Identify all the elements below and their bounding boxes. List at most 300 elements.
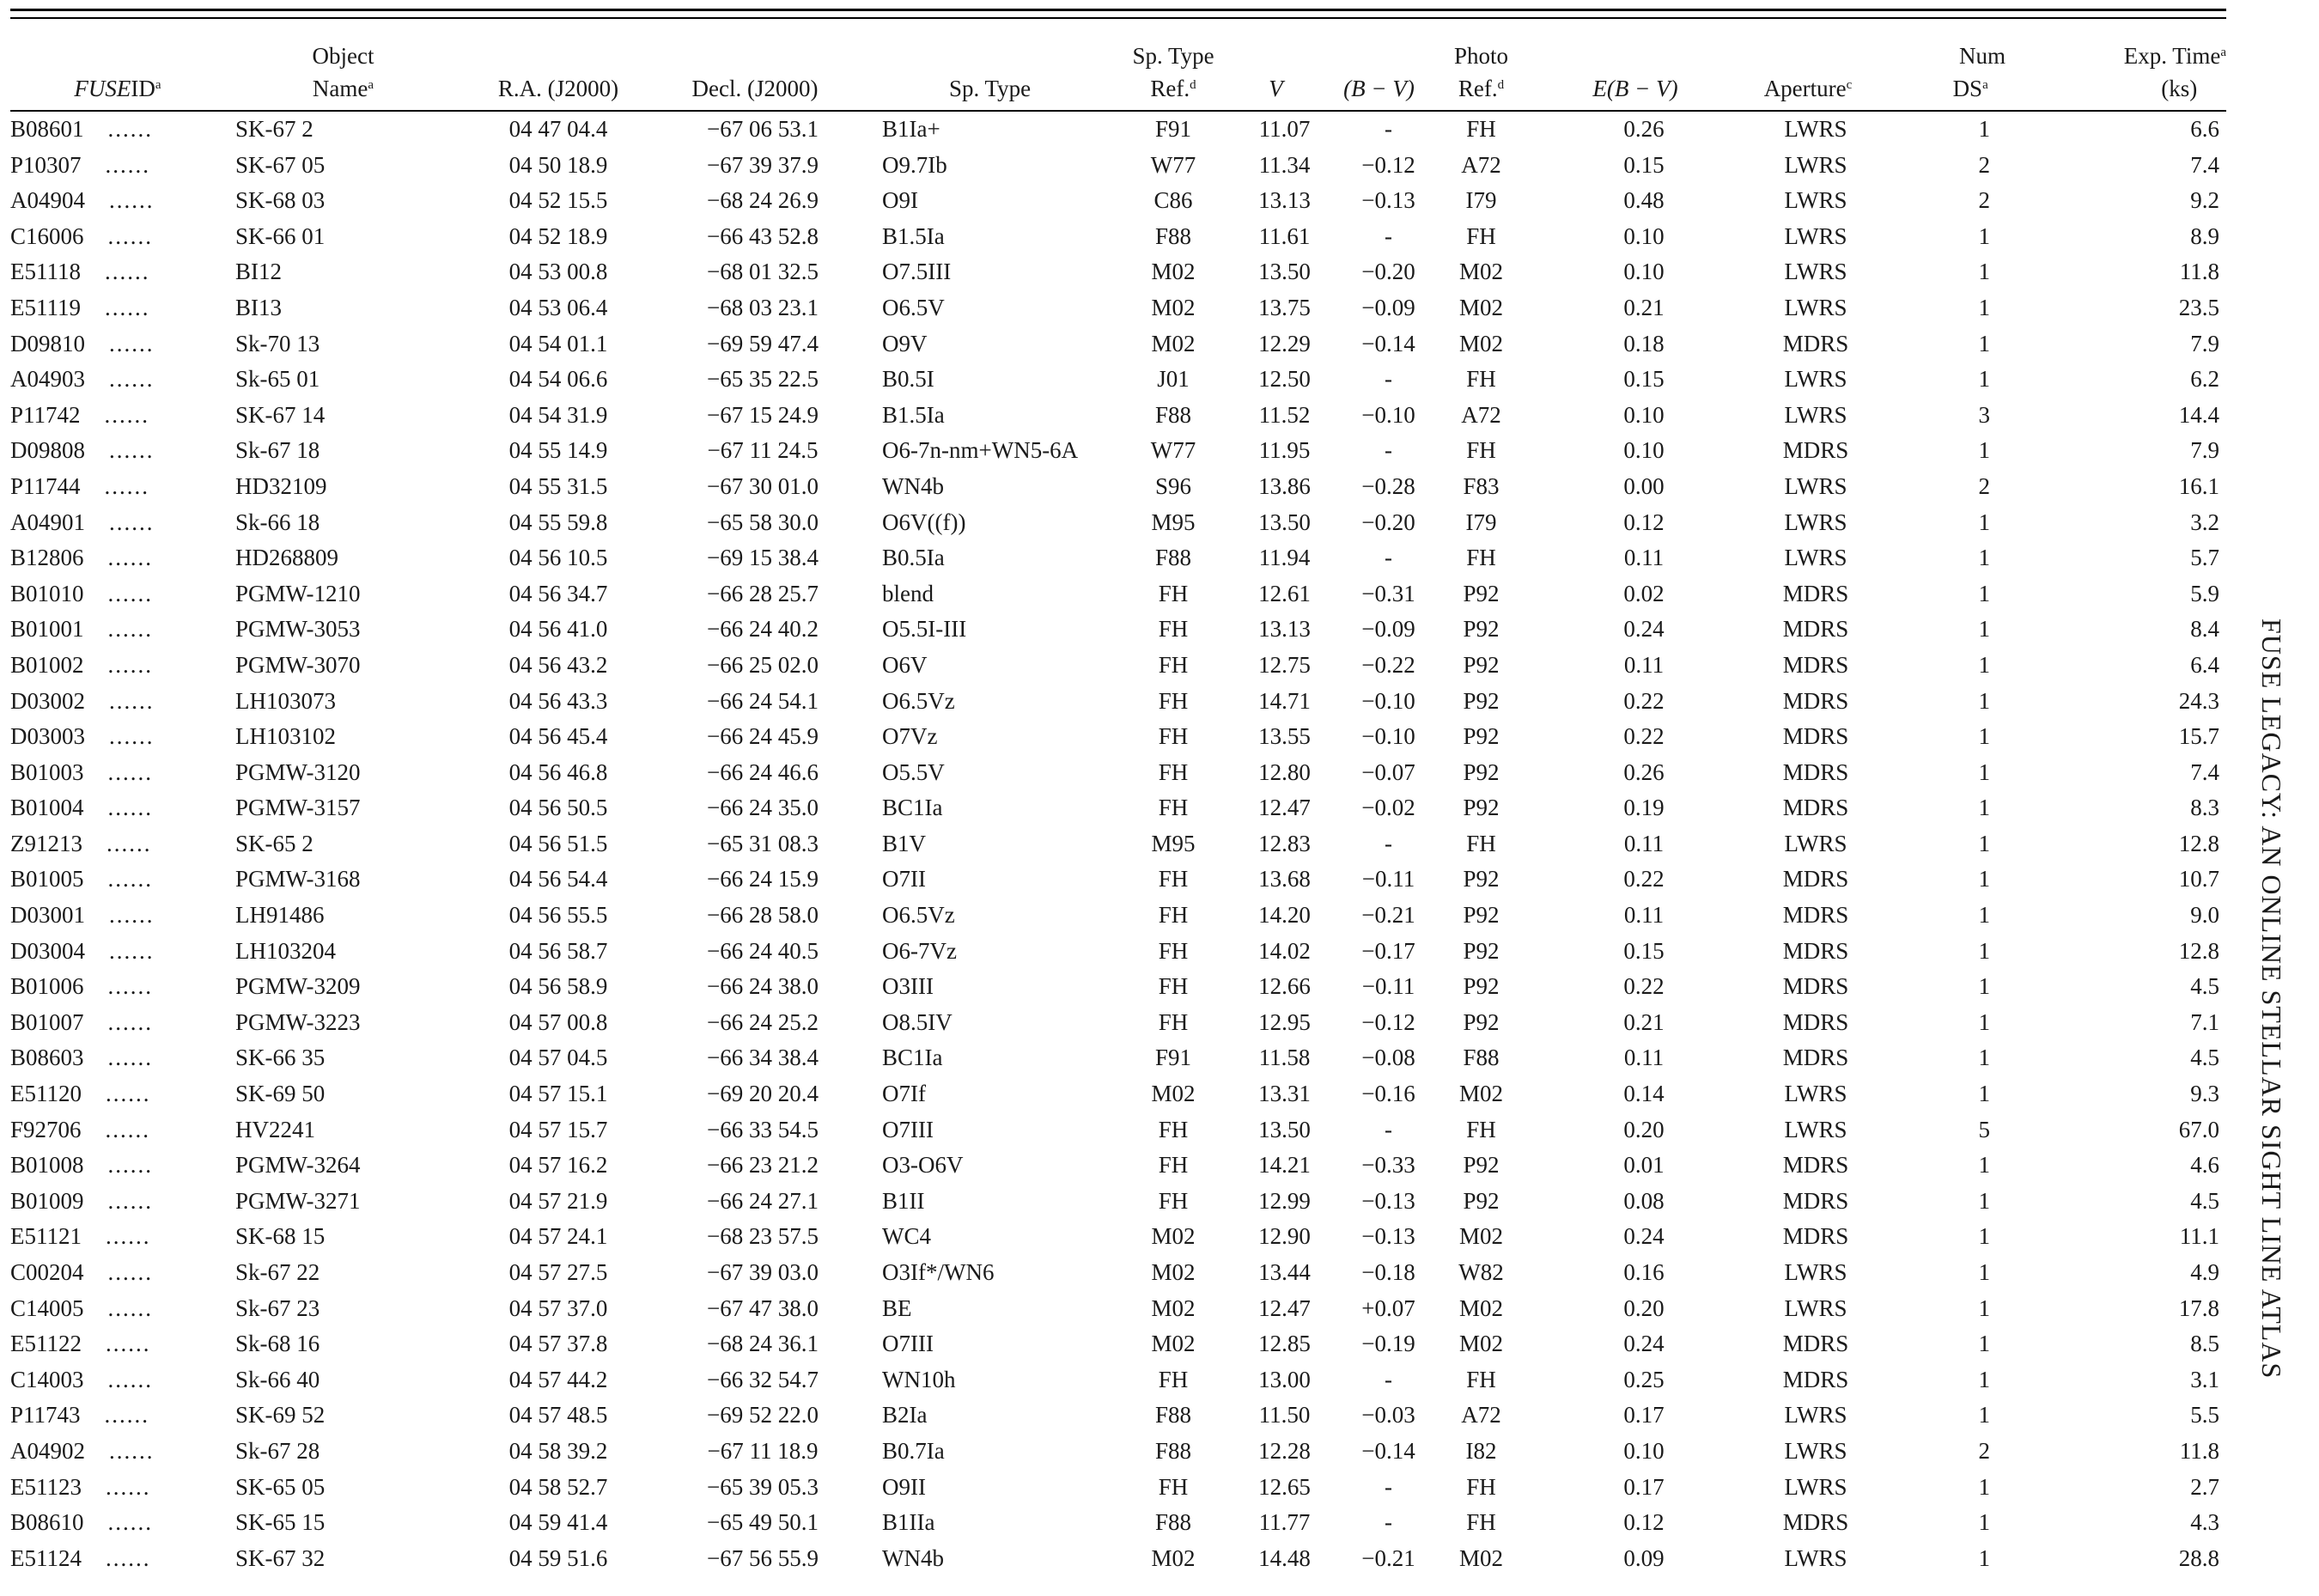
cell-sp-type: WC4 <box>882 1223 931 1250</box>
leader-dots: ...... <box>107 1294 154 1321</box>
cell-photo-ref: M02 <box>1458 330 1503 356</box>
cell-exp-time: 16.1 <box>2178 472 2219 499</box>
cell-decl: −65 39 05.3 <box>707 1473 819 1500</box>
leader-dots: ...... <box>107 1152 154 1179</box>
cell-v-mag: 12.99 <box>1258 1187 1311 1214</box>
cell-ra: 04 53 00.8 <box>508 259 608 285</box>
cell-photo-ref: P92 <box>1463 1187 1500 1214</box>
cell-b-v: −0.11 <box>1361 866 1415 892</box>
cell-fuse-id <box>10 969 225 1005</box>
cell-aperture: LWRS <box>1784 1402 1847 1428</box>
cell-exp-time: 8.9 <box>2190 222 2219 249</box>
cell-exp-time: 6.6 <box>2190 116 2219 142</box>
cell-e-b-v: 0.24 <box>1623 616 1665 643</box>
table-row <box>10 1362 2226 1398</box>
leader-dots: ...... <box>106 1331 151 1357</box>
col-num-ds: Num $DS^a$ <box>1952 43 2006 101</box>
fuse-id-text: B01008 <box>10 1152 84 1179</box>
cell-object-name: PGMW-3157 <box>235 795 361 821</box>
cell-sp-type: O7II <box>882 866 926 892</box>
fuse-id-text: B08601 <box>10 116 84 142</box>
col-fuse-id: FUSEID$^a$ <box>74 76 161 101</box>
cell-aperture: MDRS <box>1782 1509 1849 1536</box>
cell-sp-type: O7If <box>882 1081 926 1107</box>
leader-dots: ...... <box>107 795 154 821</box>
cell-num-ds: 1 <box>1978 116 1990 142</box>
cell-v-mag: 13.31 <box>1258 1081 1311 1107</box>
cell-aperture: MDRS <box>1782 1008 1849 1035</box>
cell-sp-type-ref: FH <box>1158 1366 1189 1392</box>
cell-object-name: HD268809 <box>235 545 338 571</box>
cell-fuse-id <box>10 290 225 326</box>
leader-dots: ...... <box>106 1544 151 1571</box>
cell-decl: −68 23 57.5 <box>707 1223 819 1250</box>
cell-photo-ref: FH <box>1466 222 1496 249</box>
cell-v-mag: 12.50 <box>1258 366 1311 393</box>
cell-decl: −69 15 38.4 <box>707 545 819 571</box>
fuse-id-text: A04902 <box>10 1437 85 1464</box>
cell-e-b-v: 0.11 <box>1623 651 1665 678</box>
cell-num-ds: 1 <box>1978 795 1990 821</box>
cell-exp-time: 3.2 <box>2190 509 2219 535</box>
cell-aperture: MDRS <box>1782 973 1849 1000</box>
cell-e-b-v: 0.21 <box>1623 294 1665 320</box>
cell-v-mag: 11.50 <box>1258 1402 1311 1428</box>
cell-sp-type-ref: FH <box>1158 866 1189 892</box>
cell-v-mag: 13.68 <box>1258 866 1311 892</box>
cell-aperture: MDRS <box>1782 687 1849 714</box>
fuse-id-text: E51120 <box>10 1081 82 1107</box>
cell-b-v: −0.18 <box>1361 1259 1415 1285</box>
cell-sp-type-ref: FH <box>1158 1473 1189 1500</box>
cell-exp-time: 7.1 <box>2190 1008 2219 1035</box>
cell-ra: 04 56 54.4 <box>508 866 608 892</box>
cell-ra: 04 57 16.2 <box>508 1152 608 1179</box>
cell-b-v: −0.10 <box>1361 401 1415 428</box>
cell-fuse-id <box>10 1291 225 1327</box>
cell-e-b-v: 0.26 <box>1623 758 1665 785</box>
cell-e-b-v: 0.15 <box>1623 366 1665 393</box>
cell-sp-type-ref: FH <box>1158 1008 1189 1035</box>
cell-b-v: - <box>1385 1509 1392 1536</box>
cell-num-ds: 1 <box>1978 1259 1990 1285</box>
leader-dots: ...... <box>104 472 150 499</box>
cell-b-v: −0.21 <box>1361 902 1415 929</box>
cell-decl: −66 32 54.7 <box>707 1366 819 1392</box>
cell-sp-type-ref: M02 <box>1151 1081 1196 1107</box>
table-row <box>10 183 2226 219</box>
leader-dots: ...... <box>109 366 155 393</box>
cell-b-v: - <box>1385 366 1392 393</box>
cell-b-v: −0.12 <box>1361 151 1415 178</box>
cell-sp-type-ref: FH <box>1158 1187 1189 1214</box>
cell-b-v: −0.13 <box>1361 1223 1415 1250</box>
cell-photo-ref: M02 <box>1458 1294 1503 1321</box>
leader-dots: ...... <box>109 723 155 750</box>
cell-decl: −66 24 46.6 <box>707 758 819 785</box>
cell-fuse-id <box>10 1255 225 1291</box>
cell-ra: 04 57 21.9 <box>508 1187 608 1214</box>
cell-exp-time: 4.5 <box>2190 1187 2219 1214</box>
cell-aperture: MDRS <box>1782 437 1849 464</box>
cell-b-v: −0.11 <box>1361 973 1415 1000</box>
cell-exp-time: 24.3 <box>2178 687 2219 714</box>
cell-ra: 04 54 01.1 <box>508 330 608 356</box>
table-row <box>10 576 2226 612</box>
fuse-id-text: C16006 <box>10 222 84 249</box>
cell-photo-ref: M02 <box>1458 1331 1503 1357</box>
cell-fuse-id <box>10 433 225 469</box>
cell-b-v: −0.22 <box>1361 651 1415 678</box>
cell-v-mag: 11.94 <box>1258 545 1311 571</box>
cell-v-mag: 11.77 <box>1258 1509 1311 1536</box>
cell-sp-type: O6.5V <box>882 294 945 320</box>
leader-dots: ...... <box>107 545 154 571</box>
table-row <box>10 148 2226 184</box>
cell-exp-time: 67.0 <box>2178 1116 2219 1142</box>
cell-fuse-id <box>10 934 225 970</box>
cell-photo-ref: A72 <box>1461 401 1501 428</box>
cell-sp-type-ref: F88 <box>1154 401 1192 428</box>
cell-sp-type: O6-7Vz <box>882 937 957 964</box>
cell-b-v: −0.02 <box>1361 795 1415 821</box>
col-sp-type-ref: Sp. Type Ref.$^d$ <box>1132 43 1214 101</box>
cell-fuse-id <box>10 1470 225 1506</box>
cell-fuse-id <box>10 790 225 826</box>
cell-exp-time: 11.8 <box>2179 1437 2219 1464</box>
cell-e-b-v: 0.20 <box>1623 1116 1665 1142</box>
cell-b-v: - <box>1385 1473 1392 1500</box>
cell-sp-type: O9V <box>882 330 928 356</box>
fuse-id-text: P11743 <box>10 1402 81 1428</box>
cell-num-ds: 2 <box>1978 187 1990 214</box>
cell-object-name: Sk-67 28 <box>235 1437 320 1464</box>
cell-photo-ref: FH <box>1466 1473 1496 1500</box>
fuse-id-text: B12806 <box>10 545 84 571</box>
cell-object-name: Sk-70 13 <box>235 330 320 356</box>
cell-ra: 04 56 41.0 <box>508 616 608 643</box>
cell-b-v: −0.28 <box>1361 472 1415 499</box>
cell-decl: −67 47 38.0 <box>707 1294 819 1321</box>
cell-decl: −66 25 02.0 <box>707 651 819 678</box>
cell-v-mag: 13.50 <box>1258 509 1311 535</box>
cell-sp-type: O5.5V <box>882 758 945 785</box>
cell-sp-type-ref: S96 <box>1154 472 1192 499</box>
fuse-id-text: D09810 <box>10 330 85 356</box>
cell-ra: 04 54 06.6 <box>508 366 608 393</box>
cell-b-v: −0.20 <box>1361 509 1415 535</box>
cell-object-name: PGMW-3120 <box>235 758 361 785</box>
leader-dots: ...... <box>107 866 154 892</box>
cell-e-b-v: 0.22 <box>1623 687 1665 714</box>
cell-decl: −66 23 21.2 <box>707 1152 819 1179</box>
cell-ra: 04 56 43.2 <box>508 651 608 678</box>
cell-ra: 04 57 15.7 <box>508 1116 608 1142</box>
cell-v-mag: 11.61 <box>1258 222 1311 249</box>
cell-sp-type-ref: FH <box>1158 1152 1189 1179</box>
cell-sp-type-ref: FH <box>1158 937 1189 964</box>
cell-num-ds: 1 <box>1978 545 1990 571</box>
cell-photo-ref: F88 <box>1463 1045 1500 1071</box>
cell-object-name: SK-67 32 <box>235 1544 326 1571</box>
fuse-id-text: C00204 <box>10 1259 84 1285</box>
cell-aperture: LWRS <box>1784 259 1847 285</box>
cell-decl: −69 59 47.4 <box>707 330 819 356</box>
cell-photo-ref: FH <box>1466 830 1496 856</box>
fuse-id-text: E51121 <box>10 1223 82 1250</box>
cell-v-mag: 12.47 <box>1258 795 1311 821</box>
cell-photo-ref: P92 <box>1463 580 1500 606</box>
cell-ra: 04 47 04.4 <box>508 116 608 142</box>
cell-exp-time: 7.4 <box>2190 151 2219 178</box>
table-row <box>10 1112 2226 1148</box>
cell-e-b-v: 0.12 <box>1623 509 1665 535</box>
cell-decl: −67 56 55.9 <box>707 1544 819 1571</box>
cell-b-v: −0.08 <box>1361 1045 1415 1071</box>
cell-b-v: −0.19 <box>1361 1331 1415 1357</box>
leader-dots: ...... <box>107 758 154 785</box>
cell-exp-time: 2.7 <box>2190 1473 2219 1500</box>
cell-object-name: Sk-66 40 <box>235 1366 320 1392</box>
table-row <box>10 898 2226 934</box>
cell-b-v: −0.09 <box>1361 616 1415 643</box>
running-head-text: FUSE LEGACY: AN ONLINE STELLAR SIGHT LINE ATLAS <box>2256 618 2287 1380</box>
cell-sp-type-ref: M02 <box>1151 1544 1196 1571</box>
cell-aperture: LWRS <box>1784 187 1847 214</box>
cell-fuse-id <box>10 1040 225 1076</box>
cell-v-mag: 13.13 <box>1258 616 1311 643</box>
col-e-b-v: E(B − V) <box>1592 76 1678 101</box>
cell-b-v: - <box>1385 1366 1392 1392</box>
table-row <box>10 790 2226 826</box>
cell-v-mag: 12.61 <box>1258 580 1311 606</box>
cell-num-ds: 1 <box>1978 758 1990 785</box>
cell-decl: −66 24 15.9 <box>707 866 819 892</box>
cell-aperture: MDRS <box>1782 902 1849 929</box>
cell-photo-ref: M02 <box>1458 1223 1503 1250</box>
fuse-id-text: D03002 <box>10 687 85 714</box>
cell-aperture: MDRS <box>1782 723 1849 750</box>
cell-ra: 04 57 27.5 <box>508 1259 608 1285</box>
cell-photo-ref: P92 <box>1463 616 1500 643</box>
leader-dots: ...... <box>109 509 155 535</box>
cell-num-ds: 1 <box>1978 580 1990 606</box>
cell-fuse-id <box>10 505 225 541</box>
cell-v-mag: 12.66 <box>1258 973 1311 1000</box>
cell-ra: 04 52 18.9 <box>508 222 608 249</box>
cell-sp-type: WN4b <box>882 1544 944 1571</box>
fuse-id-text: E51122 <box>10 1331 82 1357</box>
cell-b-v: −0.07 <box>1361 758 1415 785</box>
fuse-id-text: B01002 <box>10 651 84 678</box>
cell-e-b-v: 0.22 <box>1623 723 1665 750</box>
cell-decl: −68 03 23.1 <box>707 294 819 320</box>
cell-b-v: −0.17 <box>1361 937 1415 964</box>
cell-v-mag: 12.90 <box>1258 1223 1311 1250</box>
cell-object-name: SK-69 52 <box>235 1402 326 1428</box>
cell-sp-type-ref: F88 <box>1154 222 1192 249</box>
cell-fuse-id <box>10 362 225 398</box>
cell-object-name: Sk-67 22 <box>235 1259 320 1285</box>
leader-dots: ...... <box>109 1437 155 1464</box>
cell-fuse-id <box>10 1005 225 1041</box>
cell-sp-type-ref: M95 <box>1151 830 1196 856</box>
table-row <box>10 1148 2226 1184</box>
cell-sp-type-ref: J01 <box>1157 366 1190 393</box>
cell-e-b-v: 0.01 <box>1623 1152 1665 1179</box>
cell-exp-time: 4.5 <box>2190 1045 2219 1071</box>
cell-sp-type-ref: F88 <box>1154 1509 1192 1536</box>
table-row <box>10 469 2226 505</box>
cell-sp-type-ref: M02 <box>1151 294 1196 320</box>
cell-v-mag: 14.71 <box>1258 687 1311 714</box>
fuse-id-text: D03004 <box>10 937 85 964</box>
table-row <box>10 1184 2226 1220</box>
cell-num-ds: 1 <box>1978 1187 1990 1214</box>
cell-object-name: PGMW-3264 <box>235 1152 361 1179</box>
cell-num-ds: 1 <box>1978 937 1990 964</box>
cell-aperture: MDRS <box>1782 330 1849 356</box>
cell-num-ds: 1 <box>1978 294 1990 320</box>
cell-v-mag: 11.52 <box>1258 401 1311 428</box>
cell-aperture: MDRS <box>1782 580 1849 606</box>
cell-object-name: HD32109 <box>235 472 327 499</box>
cell-object-name: SK-65 15 <box>235 1509 326 1536</box>
table-row <box>10 826 2226 862</box>
cell-num-ds: 5 <box>1978 1116 1990 1142</box>
cell-v-mag: 13.13 <box>1258 187 1311 214</box>
cell-photo-ref: I79 <box>1465 509 1497 535</box>
cell-object-name: Sk-67 23 <box>235 1294 320 1321</box>
fuse-id-text: P10307 <box>10 151 82 178</box>
cell-v-mag: 11.07 <box>1258 116 1311 142</box>
cell-e-b-v: 0.02 <box>1623 580 1665 606</box>
cell-photo-ref: P92 <box>1463 758 1500 785</box>
table-row <box>10 934 2226 970</box>
cell-object-name: SK-65 05 <box>235 1473 326 1500</box>
cell-sp-type: B0.5Ia <box>882 545 945 571</box>
cell-sp-type: O6.5Vz <box>882 687 955 714</box>
cell-fuse-id <box>10 219 225 255</box>
cell-exp-time: 3.1 <box>2190 1366 2219 1392</box>
cell-object-name: Sk-65 01 <box>235 366 320 393</box>
cell-aperture: LWRS <box>1784 366 1847 393</box>
cell-sp-type: O6V((f)) <box>882 509 966 535</box>
table-row <box>10 648 2226 684</box>
col-aperture: Aperture$^c$ <box>1763 76 1853 101</box>
cell-num-ds: 2 <box>1978 472 1990 499</box>
table-row <box>10 1505 2226 1541</box>
table-row <box>10 219 2226 255</box>
cell-e-b-v: 0.11 <box>1623 545 1665 571</box>
cell-ra: 04 53 06.4 <box>508 294 608 320</box>
cell-object-name: PGMW-3209 <box>235 973 361 1000</box>
cell-num-ds: 1 <box>1978 723 1990 750</box>
cell-fuse-id <box>10 326 225 362</box>
cell-aperture: LWRS <box>1784 472 1847 499</box>
cell-num-ds: 1 <box>1978 1509 1990 1536</box>
table-row <box>10 1291 2226 1327</box>
leader-dots: ...... <box>106 1081 151 1107</box>
cell-num-ds: 1 <box>1978 259 1990 285</box>
cell-b-v: −0.31 <box>1361 580 1415 606</box>
cell-ra: 04 55 31.5 <box>508 472 608 499</box>
cell-e-b-v: 0.25 <box>1623 1366 1665 1392</box>
cell-decl: −66 24 54.1 <box>707 687 819 714</box>
cell-v-mag: 13.00 <box>1258 1366 1311 1392</box>
cell-sp-type: B1II <box>882 1187 925 1214</box>
cell-sp-type-ref: M02 <box>1151 330 1196 356</box>
cell-sp-type: O9I <box>882 187 918 214</box>
cell-photo-ref: M02 <box>1458 1081 1503 1107</box>
table-row <box>10 326 2226 362</box>
cell-photo-ref: M02 <box>1458 1544 1503 1571</box>
cell-decl: −66 34 38.4 <box>707 1045 819 1071</box>
cell-fuse-id <box>10 648 225 684</box>
cell-sp-type: O5.5I-III <box>882 616 967 643</box>
cell-exp-time: 12.8 <box>2178 830 2219 856</box>
cell-sp-type-ref: F91 <box>1154 1045 1192 1071</box>
cell-e-b-v: 0.14 <box>1623 1081 1665 1107</box>
table-row <box>10 755 2226 791</box>
cell-photo-ref: P92 <box>1463 973 1500 1000</box>
cell-decl: −69 52 22.0 <box>707 1402 819 1428</box>
cell-fuse-id <box>10 254 225 290</box>
cell-photo-ref: I82 <box>1465 1437 1497 1464</box>
leader-dots: ...... <box>107 651 154 678</box>
cell-num-ds: 1 <box>1978 830 1990 856</box>
cell-photo-ref: I79 <box>1465 187 1497 214</box>
col-decl: Decl. (J2000) <box>691 76 819 101</box>
cell-v-mag: 12.95 <box>1258 1008 1311 1035</box>
cell-ra: 04 56 58.9 <box>508 973 608 1000</box>
cell-v-mag: 12.65 <box>1258 1473 1311 1500</box>
cell-aperture: LWRS <box>1784 1294 1847 1321</box>
cell-sp-type: O9.7Ib <box>882 151 947 178</box>
cell-object-name: LH103204 <box>235 937 336 964</box>
cell-sp-type-ref: FH <box>1158 795 1189 821</box>
cell-sp-type-ref: FH <box>1158 902 1189 929</box>
cell-exp-time: 11.8 <box>2179 259 2219 285</box>
col-sp-type: Sp. Type <box>948 76 1032 101</box>
cell-sp-type: O3If*/WN6 <box>882 1259 995 1285</box>
cell-object-name: PGMW-3070 <box>235 651 361 678</box>
cell-fuse-id <box>10 1505 225 1541</box>
cell-fuse-id <box>10 1326 225 1362</box>
cell-decl: −66 24 45.9 <box>707 723 819 750</box>
cell-decl: −66 24 35.0 <box>707 795 819 821</box>
cell-ra: 04 50 18.9 <box>508 151 608 178</box>
fuse-id-text: D03003 <box>10 723 85 750</box>
cell-e-b-v: 0.08 <box>1623 1187 1665 1214</box>
fuse-id-text: F92706 <box>10 1116 82 1142</box>
cell-decl: −67 11 24.5 <box>707 437 819 464</box>
cell-photo-ref: FH <box>1466 366 1496 393</box>
cell-photo-ref: P92 <box>1463 1152 1500 1179</box>
cell-decl: −68 01 32.5 <box>707 259 819 285</box>
table-row <box>10 254 2226 290</box>
cell-exp-time: 11.1 <box>2179 1223 2219 1250</box>
cell-exp-time: 23.5 <box>2178 294 2219 320</box>
leader-dots: ...... <box>109 687 155 714</box>
cell-fuse-id <box>10 1398 225 1434</box>
cell-num-ds: 1 <box>1978 1045 1990 1071</box>
table-row <box>10 862 2226 898</box>
cell-v-mag: 13.44 <box>1258 1259 1311 1285</box>
cell-num-ds: 1 <box>1978 509 1990 535</box>
table-row <box>10 505 2226 541</box>
cell-ra: 04 56 34.7 <box>508 580 608 606</box>
